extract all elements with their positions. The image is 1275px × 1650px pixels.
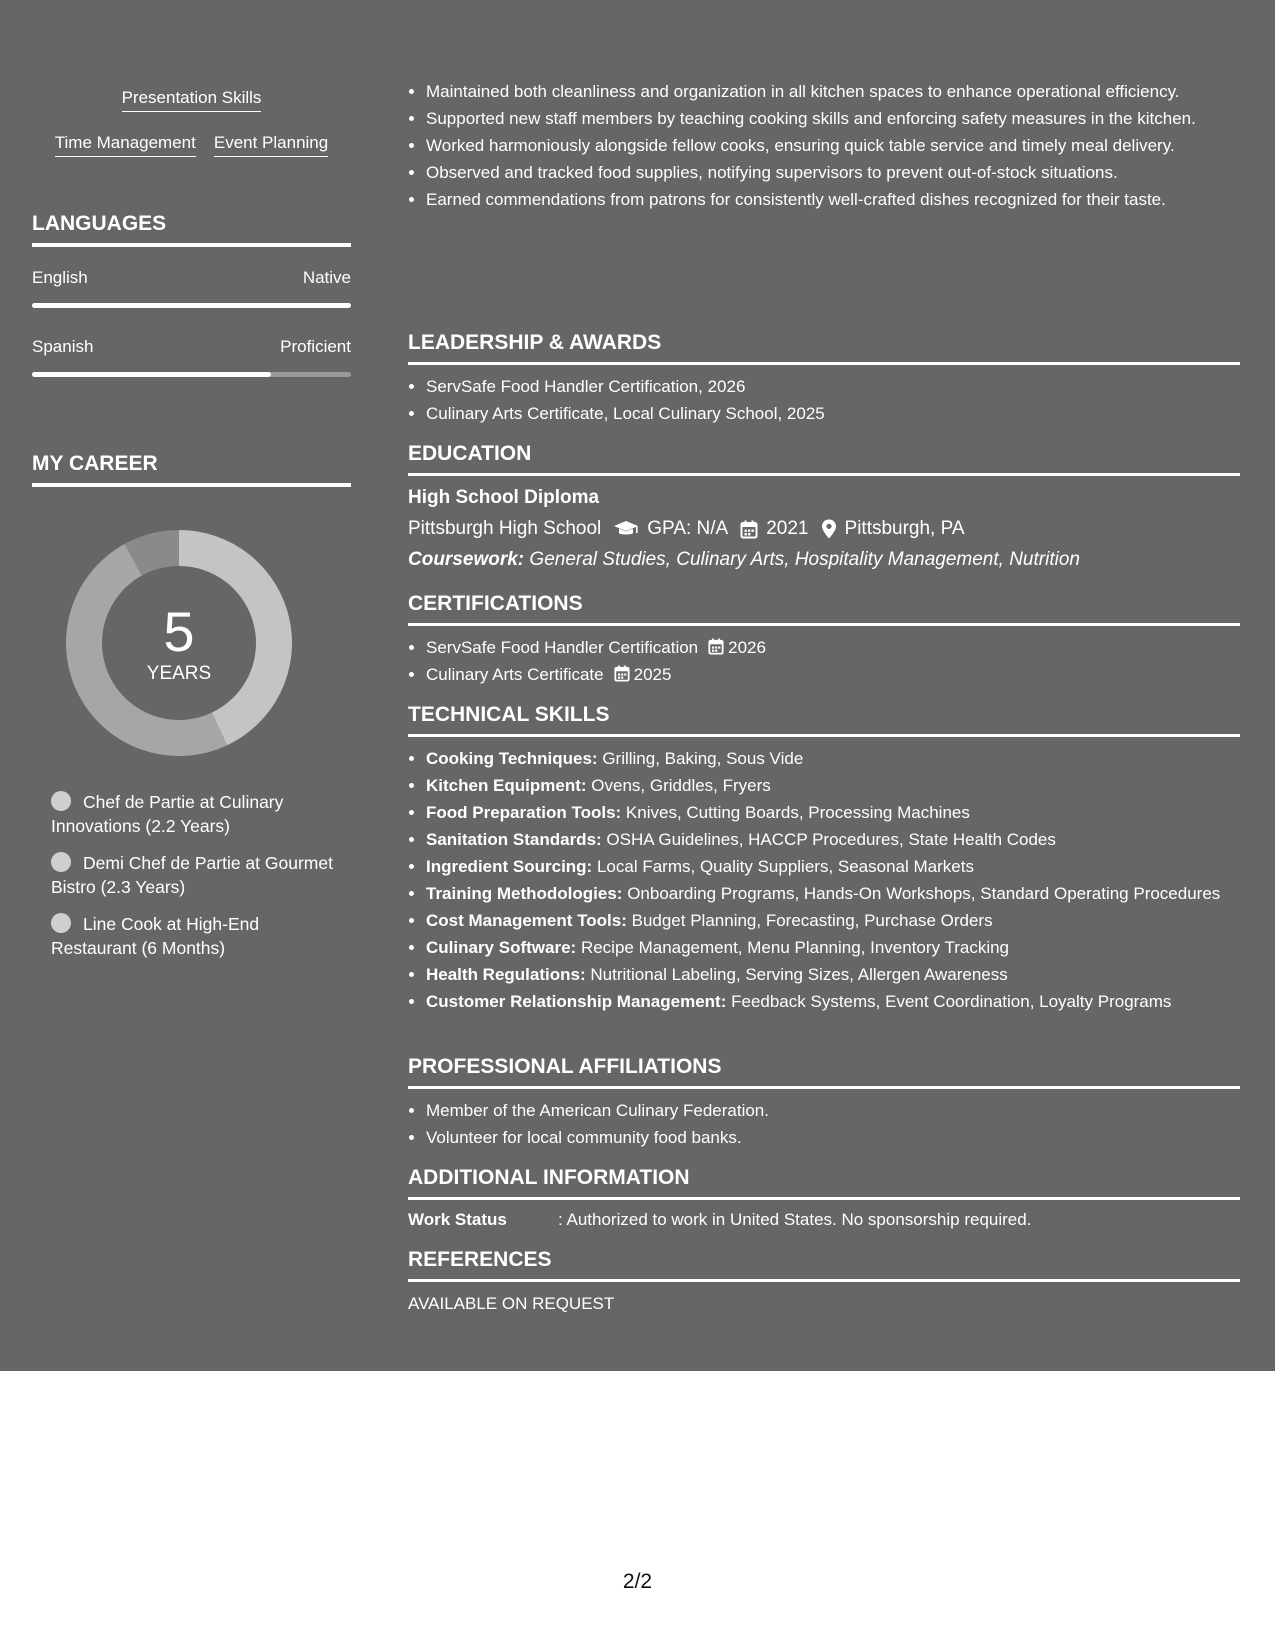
career-years-number: 5 <box>163 600 195 663</box>
career-heading: MY CAREER <box>32 451 351 487</box>
certification-year: 2025 <box>633 665 672 684</box>
language-level-bar <box>32 372 351 377</box>
experience-bullet: • Maintained both cleanliness and organization in all kitchen spaces to enhance operational efficiency. <box>426 80 1240 104</box>
skill-values: OSHA Guidelines, HACCP Procedures, State Health Codes <box>606 830 1056 849</box>
technical-skill-item <box>426 747 1240 771</box>
technical-skill-item <box>426 855 1240 879</box>
references-section <box>408 1247 1240 1316</box>
technical-skill-item <box>426 774 1240 798</box>
section-heading: PROFESSIONAL AFFILIATIONS <box>408 1054 1240 1089</box>
experience-bullets <box>408 80 1240 215</box>
skill-category: Cooking Techniques: <box>426 749 598 768</box>
graduation-cap-icon <box>613 520 639 538</box>
skill-category: Culinary Software: <box>426 938 577 957</box>
skill-values: Nutritional Labeling, Serving Sizes, Allergen Awareness <box>590 965 1008 984</box>
career-item <box>51 912 341 960</box>
certifications-section <box>408 591 1240 690</box>
language-level: Native <box>302 268 351 287</box>
leadership-item: • ServSafe Food Handler Certification, 2026 <box>426 375 1240 399</box>
skill-tag: Event Planning <box>214 133 328 157</box>
coursework <box>408 548 1240 572</box>
certification-name: ServSafe Food Handler Certification <box>426 638 699 657</box>
section-heading: LEADERSHIP & AWARDS <box>408 330 1240 365</box>
language-level: Proficient <box>280 337 351 356</box>
language-english <box>32 267 351 308</box>
skill-values: Feedback Systems, Event Coordination, Loyalty Programs <box>731 992 1172 1011</box>
section-heading: REFERENCES <box>408 1247 1240 1282</box>
technical-skill-item <box>426 828 1240 852</box>
technical-skills-section <box>408 702 1240 1017</box>
coursework-label: Coursework: <box>408 549 525 570</box>
certification-item <box>426 663 1240 687</box>
career-donut-chart <box>66 530 292 756</box>
section-heading: CERTIFICATIONS <box>408 591 1240 626</box>
technical-skill-item <box>426 990 1240 1014</box>
location-pin-icon <box>821 519 837 539</box>
affiliations-section <box>408 1054 1240 1153</box>
section-heading: ADDITIONAL INFORMATION <box>408 1165 1240 1200</box>
language-level-fill <box>32 303 351 308</box>
coursework-text: General Studies, Culinary Arts, Hospitality Management, Nutrition <box>529 549 1080 570</box>
bullet-dot-icon <box>51 913 71 933</box>
calendar-icon <box>708 638 724 655</box>
leadership-item: • Culinary Arts Certificate, Local Culinary School, 2025 <box>426 402 1240 426</box>
technical-skill-item <box>426 936 1240 960</box>
technical-skill-item <box>426 882 1240 906</box>
skill-values: Knives, Cutting Boards, Processing Machines <box>625 803 970 822</box>
additional-information-section <box>408 1165 1240 1232</box>
skill-values: Ovens, Griddles, Fryers <box>591 776 771 795</box>
degree-title: High School Diploma <box>408 487 600 508</box>
skill-category: Ingredient Sourcing: <box>426 857 593 876</box>
skill-tag: Presentation Skills <box>122 88 262 112</box>
language-level-fill <box>32 372 271 377</box>
certification-year: 2026 <box>728 638 766 657</box>
language-name: Spanish <box>32 337 94 356</box>
work-status-row <box>408 1208 1240 1232</box>
skill-values: Recipe Management, Menu Planning, Inventory Tracking <box>580 938 1010 957</box>
language-spanish <box>32 336 351 377</box>
skill-tag: Time Management <box>55 133 196 157</box>
skill-values: Grilling, Baking, Sous Vide <box>602 749 804 768</box>
experience-bullet: • Supported new staff members by teaching cooking skills and enforcing safety measures in the kitchen. <box>426 107 1240 131</box>
affiliation-item: • Member of the American Culinary Federation. <box>426 1099 1240 1123</box>
graduation-year: 2021 <box>766 518 809 539</box>
work-status-value: : Authorized to work in United States. No sponsorship required. <box>558 1210 1032 1229</box>
skill-category: Food Preparation Tools: <box>426 803 622 822</box>
calendar-icon <box>614 665 630 682</box>
section-heading: EDUCATION <box>408 441 1240 476</box>
skill-category: Kitchen Equipment: <box>426 776 587 795</box>
section-heading: TECHNICAL SKILLS <box>408 702 1240 737</box>
career-item-text: Demi Chef de Partie at Gourmet Bistro (2.3 Years) <box>51 853 333 897</box>
bullet-dot-icon <box>51 791 71 811</box>
donut-segment <box>133 548 179 560</box>
technical-skill-item <box>426 909 1240 933</box>
school-name: Pittsburgh High School <box>408 518 602 539</box>
language-level-bar <box>32 303 351 308</box>
work-status-label: Work Status <box>408 1210 507 1229</box>
certification-item <box>426 636 1240 660</box>
certification-name: Culinary Arts Certificate <box>426 665 604 684</box>
education-section <box>408 441 1240 572</box>
references-text: AVAILABLE ON REQUEST <box>408 1294 615 1313</box>
leadership-section <box>408 330 1240 429</box>
skills-row-1 <box>32 88 351 112</box>
calendar-icon <box>740 520 758 539</box>
gpa: GPA: N/A <box>647 518 729 539</box>
language-name: English <box>32 268 88 287</box>
technical-skill-item <box>426 963 1240 987</box>
career-list <box>51 790 341 973</box>
skill-category: Customer Relationship Management: <box>426 992 727 1011</box>
experience-bullet: • Observed and tracked food supplies, notifying supervisors to prevent out-of-stock situations. <box>426 161 1240 185</box>
page-number: 2/2 <box>622 1570 653 1593</box>
career-item-text: Line Cook at High-End Restaurant (6 Months) <box>51 914 260 958</box>
skill-category: Sanitation Standards: <box>426 830 602 849</box>
experience-bullet: • Worked harmoniously alongside fellow cooks, ensuring quick table service and timely meal delivery. <box>426 134 1240 158</box>
skills-row-2 <box>32 133 351 157</box>
school-location: Pittsburgh, PA <box>844 518 965 539</box>
experience-bullet: • Earned commendations from patrons for consistently well-crafted dishes recognized for their taste. <box>426 188 1240 212</box>
career-years-label: YEARS <box>146 663 212 684</box>
skill-category: Cost Management Tools: <box>426 911 627 930</box>
bullet-dot-icon <box>51 852 71 872</box>
career-item <box>51 790 341 838</box>
languages-heading: LANGUAGES <box>32 211 351 247</box>
career-item <box>51 851 341 899</box>
skill-category: Training Methodologies: <box>426 884 623 903</box>
education-details <box>408 517 1240 541</box>
career-item-text: Chef de Partie at Culinary Innovations (2.2 Years) <box>51 792 284 836</box>
affiliation-item: • Volunteer for local community food banks. <box>426 1126 1240 1150</box>
skill-values: Onboarding Programs, Hands-On Workshops, Standard Operating Procedures <box>627 884 1221 903</box>
skill-values: Local Farms, Quality Suppliers, Seasonal Markets <box>596 857 974 876</box>
skill-values: Budget Planning, Forecasting, Purchase Orders <box>631 911 993 930</box>
technical-skill-item <box>426 801 1240 825</box>
skill-category: Health Regulations: <box>426 965 586 984</box>
